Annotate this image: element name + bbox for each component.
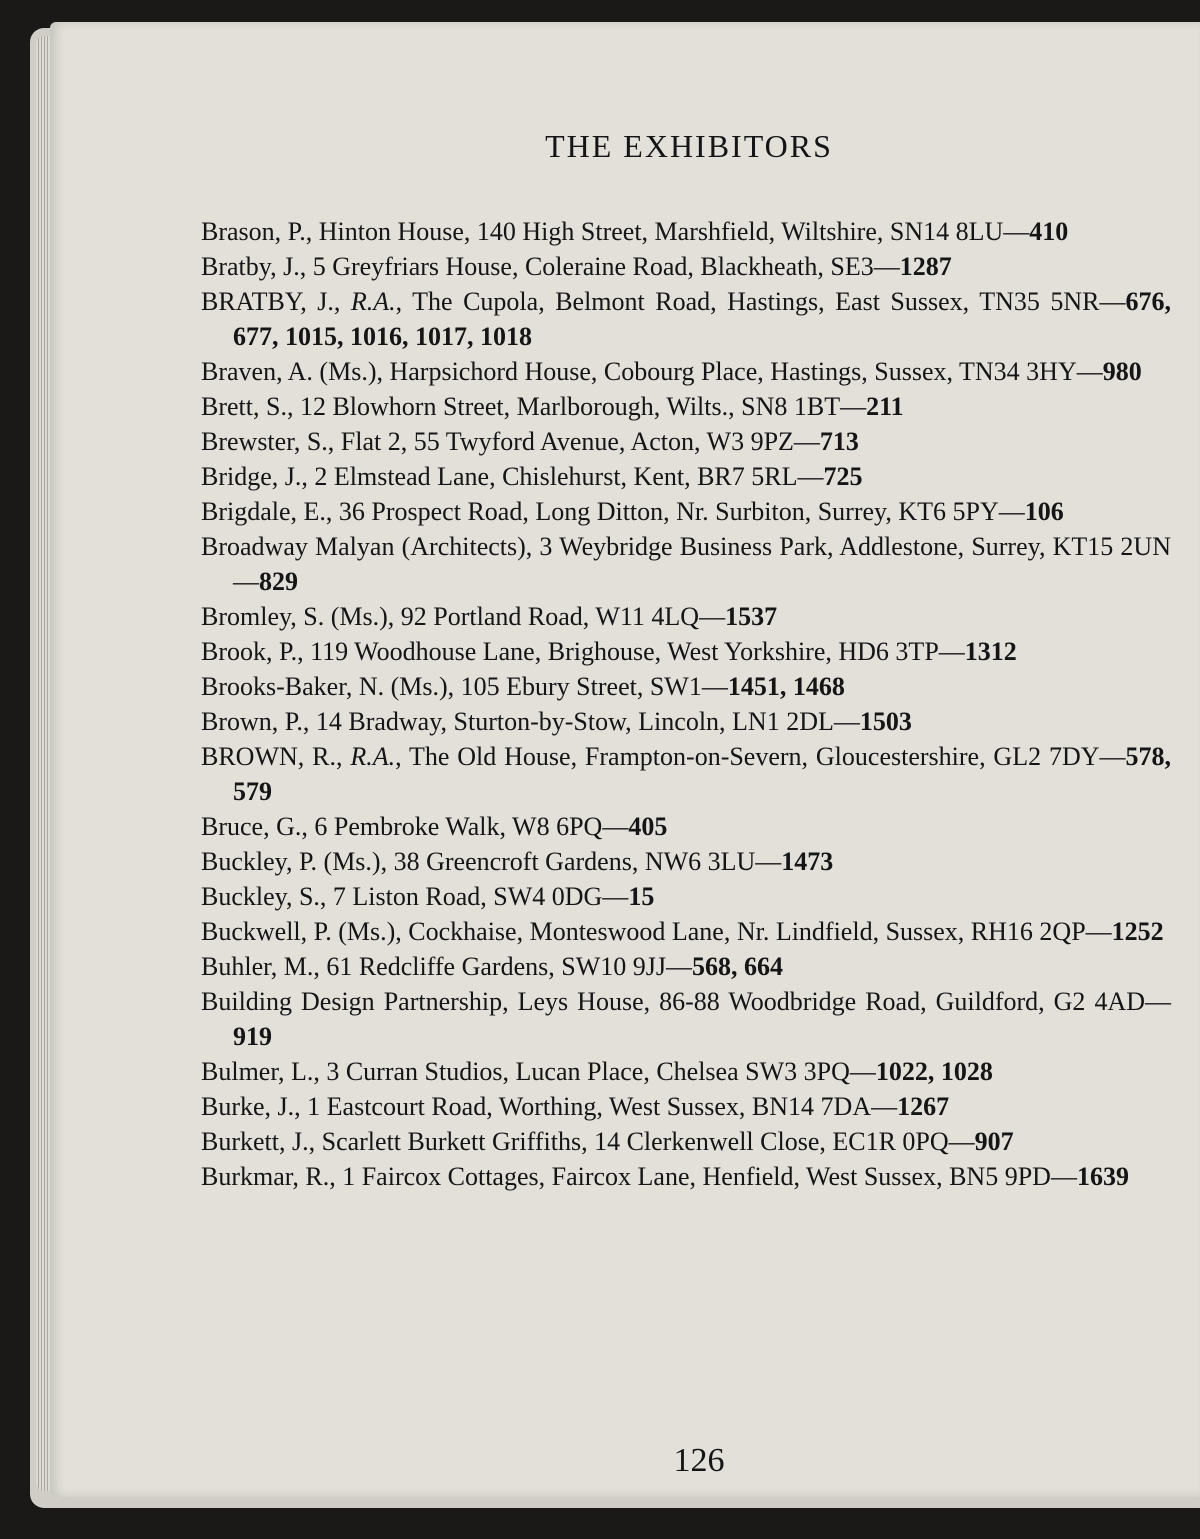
entry-address: Buhler, M., 61 Redcliffe Gardens, SW10 9JJ— — [201, 952, 692, 981]
catalogue-numbers: 1267 — [897, 1092, 950, 1121]
list-item — [201, 669, 1171, 704]
entry-address: Burkmar, R., 1 Faircox Cottages, Faircox Lane, Henfield, West Sussex, BN5 9PD— — [201, 1162, 1077, 1191]
entry-address: , The Old House, Frampton-on-Severn, Gloucestershire, GL2 7DY— — [395, 742, 1126, 771]
catalogue-numbers: 568, 664 — [691, 952, 783, 981]
entry-name: BROWN, R., — [201, 742, 351, 771]
list-item — [201, 1089, 1171, 1124]
entry-address: Broadway Malyan (Architects), 3 Weybridge Business Park, Addlestone, Surrey, KT15 2UN— — [201, 532, 1171, 596]
catalogue-numbers: 1287 — [899, 252, 952, 281]
entry-address: Buckley, S., 7 Liston Road, SW4 0DG— — [201, 882, 629, 911]
entry-address: Buckley, P. (Ms.), 38 Greencroft Gardens, NW6 3LU— — [201, 847, 782, 876]
catalogue-numbers: 1503 — [859, 707, 912, 736]
catalogue-numbers: 1639 — [1076, 1162, 1129, 1191]
entry-address: Buckwell, P. (Ms.), Cockhaise, Monteswood Lane, Nr. Lindfield, Sussex, RH16 2QP— — [201, 917, 1112, 946]
entry-address: Brook, P., 119 Woodhouse Lane, Brighouse, West Yorkshire, HD6 3TP— — [201, 637, 965, 666]
entry-address: Brason, P., Hinton House, 140 High Street, Marshfield, Wiltshire, SN14 8LU— — [201, 217, 1030, 246]
entry-name: BRATBY, J., — [201, 287, 351, 316]
entry-address: Brown, P., 14 Bradway, Sturton-by-Stow, Lincoln, LN1 2DL— — [201, 707, 860, 736]
catalogue-numbers: 713 — [819, 427, 859, 456]
catalogue-numbers: 907 — [974, 1127, 1014, 1156]
catalogue-numbers: 106 — [1024, 497, 1064, 526]
list-item — [201, 704, 1171, 739]
list-item — [201, 1124, 1171, 1159]
entry-address: Burke, J., 1 Eastcourt Road, Worthing, West Sussex, BN14 7DA— — [201, 1092, 898, 1121]
list-item — [201, 494, 1171, 529]
catalogue-numbers: 725 — [823, 462, 863, 491]
entry-address: Brett, S., 12 Blowhorn Street, Marlborough, Wilts., SN8 1BT— — [201, 392, 867, 421]
royal-academician-title: R.A. — [350, 287, 396, 316]
catalogue-numbers: 410 — [1029, 217, 1069, 246]
list-item — [201, 1054, 1171, 1089]
page-number: 126 — [673, 1442, 725, 1479]
list-item — [201, 1159, 1171, 1194]
page-title: THE EXHIBITORS — [545, 128, 833, 164]
list-item — [201, 844, 1171, 879]
catalogue-numbers: 980 — [1102, 357, 1142, 386]
catalogue-numbers: 1473 — [781, 847, 834, 876]
entry-address: Brooks-Baker, N. (Ms.), 105 Ebury Street, SW1— — [201, 672, 728, 701]
list-item — [201, 284, 1171, 354]
catalogue-numbers: 1312 — [964, 637, 1017, 666]
entry-address: Building Design Partnership, Leys House, 86-88 Woodbridge Road, Guildford, G2 4AD— — [201, 987, 1171, 1016]
catalogue-numbers: 211 — [866, 392, 904, 421]
catalogue-numbers: 1252 — [1111, 917, 1164, 946]
list-item — [201, 634, 1171, 669]
list-item — [201, 424, 1171, 459]
catalogue-numbers: 676, 677, 1015, 1016, 1017, 1018 — [233, 287, 1171, 351]
list-item — [201, 214, 1171, 249]
list-item — [201, 599, 1171, 634]
catalogue-numbers: 405 — [628, 812, 668, 841]
list-item — [201, 354, 1171, 389]
page-edges — [36, 36, 50, 1491]
catalogue-numbers: 919 — [233, 1022, 272, 1051]
entry-address: , The Cupola, Belmont Road, Hastings, East Sussex, TN35 5NR— — [395, 287, 1126, 316]
entry-address: Burkett, J., Scarlett Burkett Griffiths, 14 Clerkenwell Close, EC1R 0PQ— — [201, 1127, 975, 1156]
catalogue-numbers: 1022, 1028 — [875, 1057, 993, 1086]
list-item — [201, 879, 1171, 914]
list-item — [201, 984, 1171, 1054]
entry-address: Braven, A. (Ms.), Harpsichord House, Cobourg Place, Hastings, Sussex, TN34 3HY— — [201, 357, 1103, 386]
entry-address: Bratby, J., 5 Greyfriars House, Coleraine Road, Blackheath, SE3— — [201, 252, 900, 281]
list-item — [201, 529, 1171, 599]
entry-address: Brewster, S., Flat 2, 55 Twyford Avenue, Acton, W3 9PZ— — [201, 427, 820, 456]
list-item — [201, 739, 1171, 809]
list-item — [201, 809, 1171, 844]
exhibitor-list — [201, 214, 1171, 1194]
list-item — [201, 389, 1171, 424]
entry-address: Bromley, S. (Ms.), 92 Portland Road, W11 4LQ— — [201, 602, 726, 631]
entry-address: Bridge, J., 2 Elmstead Lane, Chislehurst, Kent, BR7 5RL— — [201, 462, 824, 491]
list-item — [201, 459, 1171, 494]
catalogue-numbers: 1537 — [725, 602, 778, 631]
catalogue-numbers: 578, 579 — [233, 742, 1171, 806]
entry-address: Bulmer, L., 3 Curran Studios, Lucan Place, Chelsea SW3 3PQ— — [201, 1057, 876, 1086]
list-item — [201, 949, 1171, 984]
list-item — [201, 249, 1171, 284]
entry-address: Bruce, G., 6 Pembroke Walk, W8 6PQ— — [201, 812, 629, 841]
entry-address: Brigdale, E., 36 Prospect Road, Long Ditton, Nr. Surbiton, Surrey, KT6 5PY— — [201, 497, 1025, 526]
list-item — [201, 914, 1171, 949]
catalogue-numbers: 829 — [259, 567, 298, 596]
royal-academician-title: R.A. — [350, 742, 396, 771]
catalogue-numbers: 1451, 1468 — [727, 672, 845, 701]
catalogue-numbers: 15 — [628, 882, 655, 911]
